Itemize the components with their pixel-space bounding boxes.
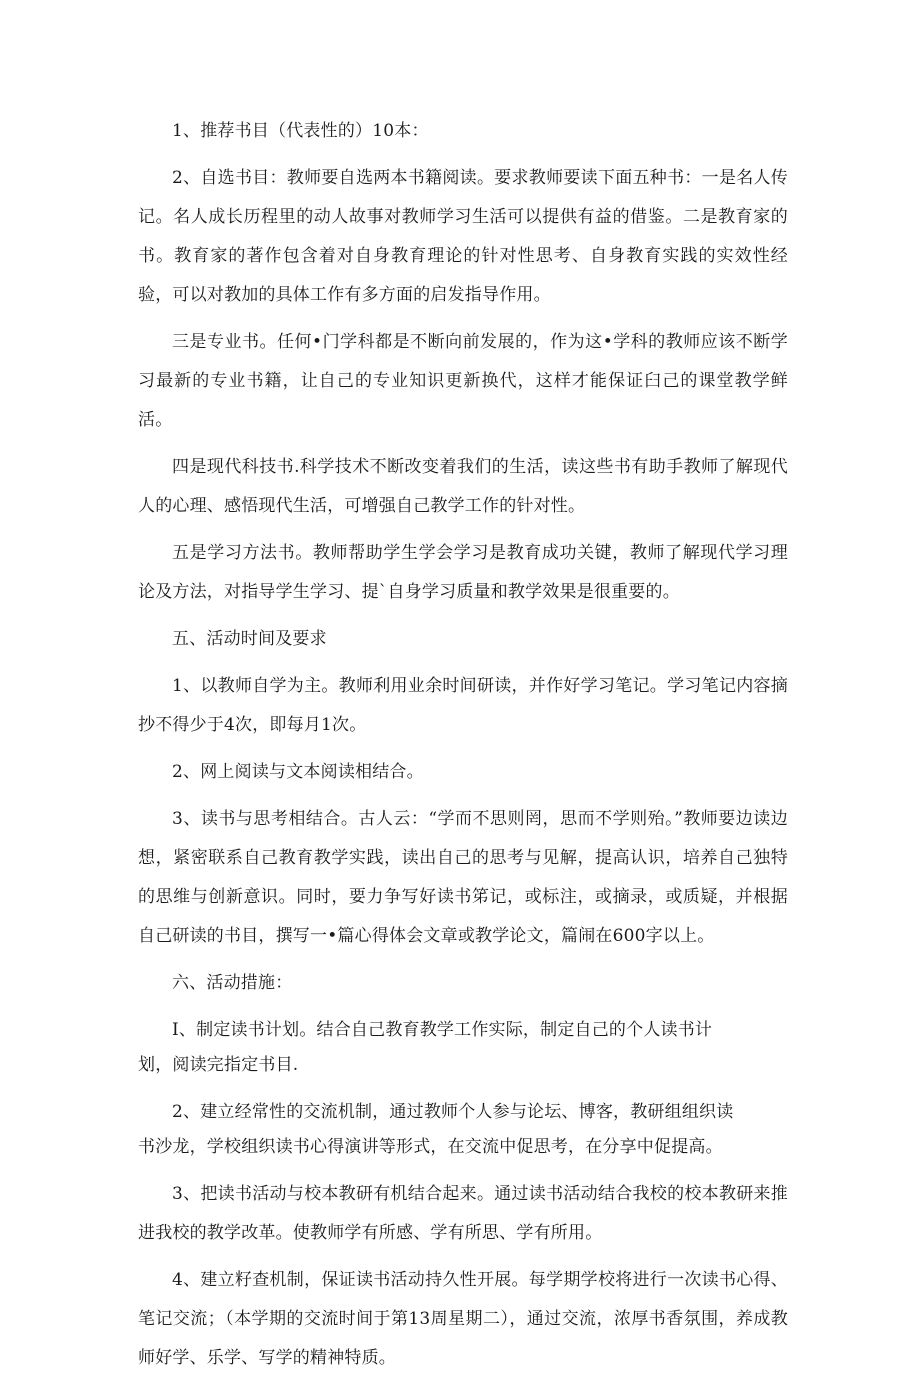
paragraph-exchange-mechanism-line2: 书沙龙，学校组织读书心得演讲等形式，在交流中促思考，在分享中促提高。 [138, 1137, 723, 1157]
paragraph-school-research: 3、把读书活动与校本教研有机结合起来。通过读书活动结合我校的校本教研来推进我校的教学改革。使教师学有所感、学有所思、学有所用。 [138, 1184, 788, 1243]
paragraph-reading-plan-line2: 划，阅读完指定书目. [138, 1055, 299, 1075]
document-body [138, 112, 788, 1386]
heading-activity-measures: 六、活动措施： [172, 973, 293, 993]
paragraph-inspection-mechanism: 4、建立籽查机制，保证读书活动持久性开展。每学期学校将进行一次读书心得、笔记交流；（本学期的交流时间于第13周星期二），通过交流，浓厚书香氛围，养成教师好学、乐学、写学的精神特质。 [138, 1270, 788, 1368]
paragraph-self-selected-books: 2、自选书目：教师要自选两本书籍阅读。要求教师要读下面五种书：一是名人传记。名人成长历程里的动人故事对教师学习生活可以提供有益的借鉴。二是教育家的书。教育家的著作包含着对自身教育理论的针对性思考、自身教育实践的实效性经验，可以对教加的具体工作有多方面的启发指导作用。 [138, 168, 788, 305]
paragraph-science-books: 四是现代科技书.科学技术不断改变着我们的生活，读这些书有助手教师了解现代人的心理、感悟现代生活，可增强自己教学工作的针对性。 [138, 457, 788, 516]
paragraph-self-study: 1、以教师自学为主。教师利用业余时间研读，并作好学习笔记。学习笔记内容摘抄不得少于4次，即每月1次。 [138, 676, 788, 735]
paragraph-professional-books: 三是专业书。任何•门学科都是不断向前发展的，作为这•学科的教师应该不断学习最新的专业书籍，让自己的专业知识更新换代，这样才能保证臼己的课堂教学鲜活。 [138, 332, 788, 430]
paragraph-reading-plan-line1: I、制定读书计划。结合自己教育教学工作实际，制定自己的个人读书计 [172, 1020, 713, 1040]
paragraph-exchange-mechanism-line1: 2、建立经常性的交流机制，通过教师个人参与论坛、博客，教研组组织读 [172, 1102, 734, 1122]
heading-activity-time: 五、活动时间及要求 [172, 629, 327, 649]
paragraph-online-reading: 2、网上阅读与文本阅读相结合。 [172, 762, 424, 782]
paragraph-reading-thinking: 3、读书与思考相结合。古人云：“学而不思则罔，思而不学则殆。”教师要边读边想，紧密联系自己教育教学实践，读出自己的思考与见解，提高认识，培养自己独特的思维与创新意识。同时，要力争写好读书笫记，或标注，或摘录，或质疑，并根据自己研读的书目，撰写一•篇心得体会文章或教学论文，篇闹在600字以上。 [138, 809, 788, 946]
paragraph-learning-method-books: 五是学习方法书。教师帮助学生学会学习是教育成功关键，教师了解现代学习理论及方法，对指导学生学习、提`自身学习质量和教学效果是很重要的。 [138, 543, 788, 602]
paragraph-recommended-books: 1、推荐书目（代表性的）10本： [172, 121, 429, 141]
